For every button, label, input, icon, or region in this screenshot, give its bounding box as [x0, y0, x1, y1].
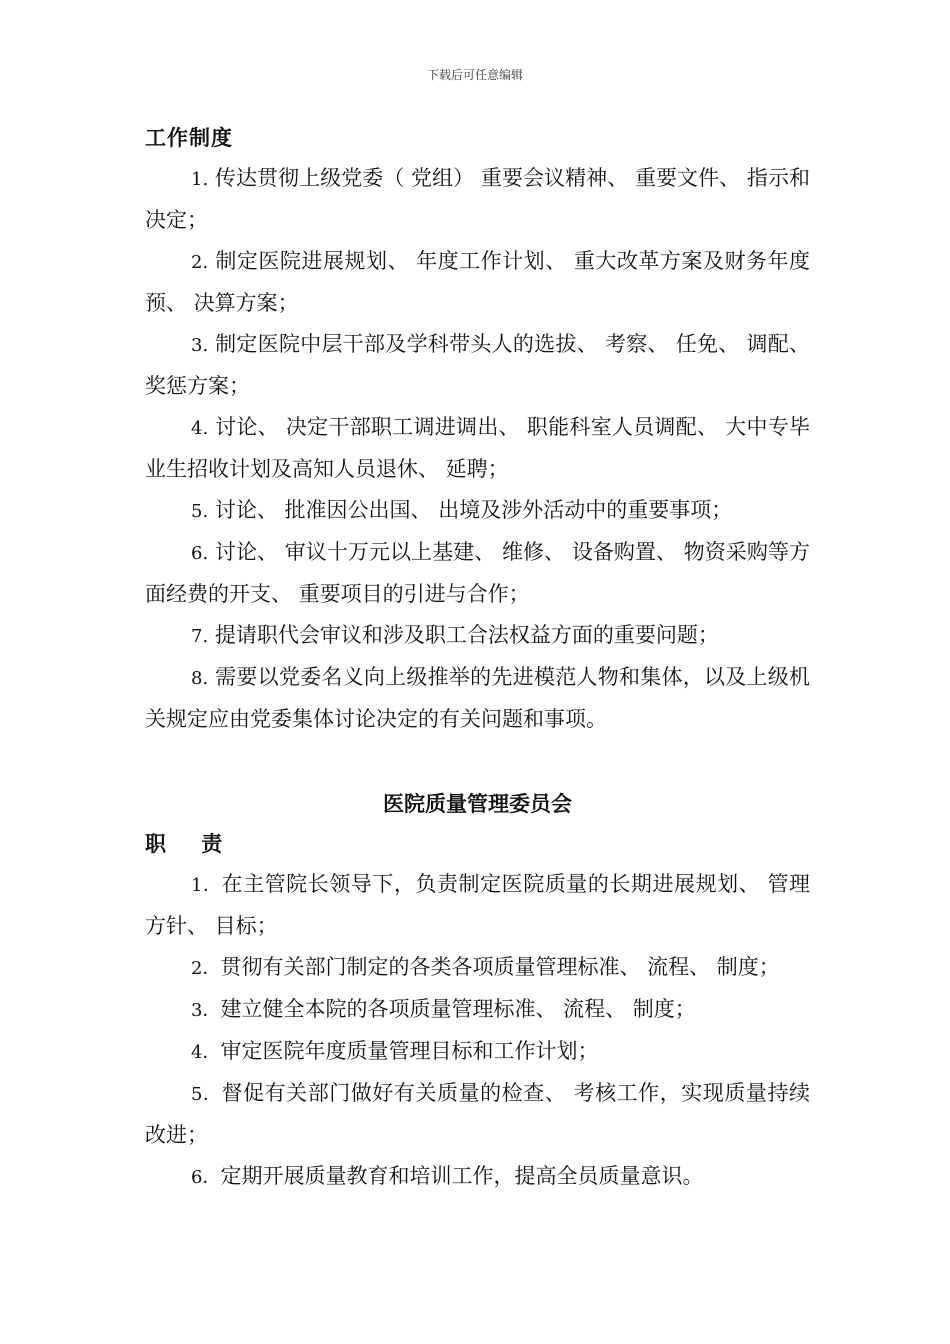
item-number: 6.: [191, 543, 209, 564]
item-number: 8.: [191, 668, 209, 689]
duty-item-2: [145, 947, 810, 989]
item-number: 3．: [191, 1000, 221, 1021]
item-text: 在主管院长领导下，负责制定医院质量的长期进展规划、 管理方针、 目标；: [145, 872, 810, 938]
work-rule-item-7: [145, 615, 810, 657]
work-rule-item-8: [145, 657, 810, 740]
duty-item-3: [145, 989, 810, 1031]
section-heading-work-rules: 工作制度: [145, 126, 233, 150]
committee-title: 医院质量管理委员会: [383, 792, 572, 816]
item-number: 3.: [191, 335, 209, 356]
item-text: 讨论、 决定干部职工调进调出、 职能科室人员调配、 大中专毕业生招收计划及高知人员退休、 延聘；: [145, 415, 810, 481]
item-text: 贯彻有关部门制定的各类各项质量管理标准、 流程、 制度；: [220, 955, 780, 979]
item-number: 4.: [191, 418, 209, 439]
work-rule-item-6: [145, 532, 810, 615]
item-text: 讨论、 批准因公出国、 出境及涉外活动中的重要事项；: [214, 498, 733, 522]
item-number: 6．: [191, 1167, 221, 1188]
duty-item-4: [145, 1031, 810, 1073]
item-text: 传达贯彻上级党委（ 党组） 重要会议精神、 重要文件、 指示和决定；: [145, 166, 810, 232]
item-number: 5.: [191, 501, 209, 522]
document-body: [145, 118, 810, 1198]
item-text: 制定医院进展规划、 年度工作计划、 重大改革方案及财务年度预、 决算方案；: [145, 249, 810, 315]
item-number: 1.: [191, 169, 209, 190]
item-text: 提请职代会审议和涉及职工合法权益方面的重要问题；: [214, 623, 719, 647]
item-text: 督促有关部门做好有关质量的检查、 考核工作，实现质量持续改进；: [145, 1081, 810, 1147]
item-number: 4．: [191, 1042, 221, 1063]
duty-item-6: [145, 1156, 810, 1198]
item-text: 建立健全本院的各项质量管理标准、 流程、 制度；: [220, 997, 696, 1021]
item-text: 需要以党委名义向上级推举的先进模范人物和集体，以及上级机关规定应由党委集体讨论决定的有关问题和事项。: [145, 665, 810, 731]
duty-item-5: [145, 1073, 810, 1156]
page-header-note: 下载后可任意编辑: [426, 68, 523, 82]
work-rule-item-3: [145, 324, 810, 407]
item-text: 制定医院中层干部及学科带头人的选拔、 考察、 任免、 调配、 奖惩方案；: [145, 332, 810, 398]
item-number: 7.: [191, 626, 209, 647]
item-number: 2．: [191, 958, 221, 979]
item-text: 审定医院年度质量管理目标和工作计划；: [220, 1039, 599, 1063]
item-number: 5．: [191, 1084, 222, 1105]
section-heading-duties: 职 责: [145, 832, 237, 856]
work-rule-item-1: [145, 158, 810, 241]
item-number: 1．: [191, 875, 222, 896]
work-rule-item-2: [145, 241, 810, 324]
work-rule-item-5: [145, 490, 810, 532]
work-rule-item-4: [145, 407, 810, 490]
item-number: 2.: [191, 252, 209, 273]
item-text: 讨论、 审议十万元以上基建、 维修、 设备购置、 物资采购等方面经费的开支、 重要项目的引进与合作；: [145, 540, 810, 606]
item-text: 定期开展质量教育和培训工作，提高全员质量意识。: [220, 1164, 704, 1188]
duty-item-1: [145, 864, 810, 947]
